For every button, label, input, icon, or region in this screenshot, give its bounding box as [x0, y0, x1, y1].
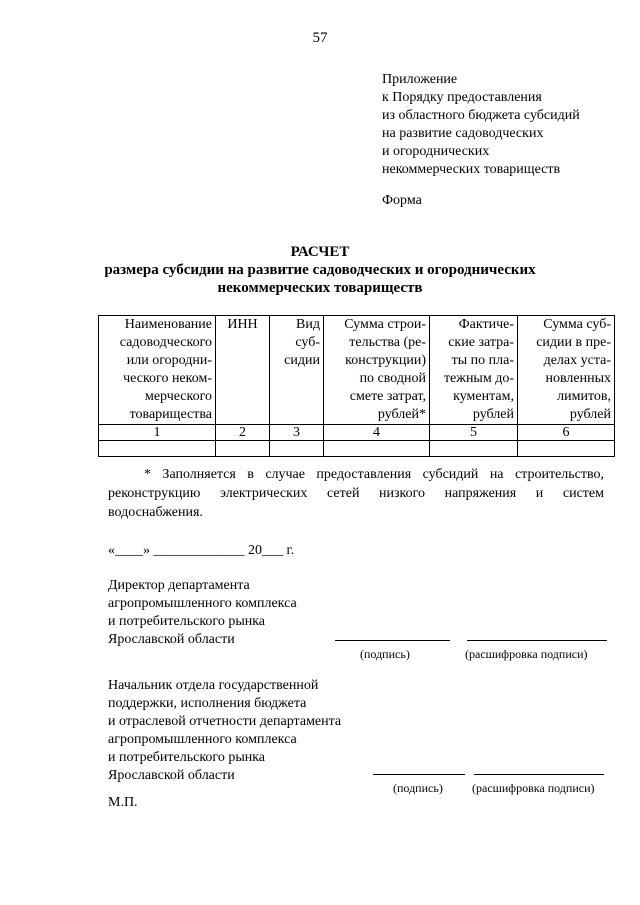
appendix-line: Приложение: [382, 72, 458, 87]
signer-director: [108, 577, 297, 649]
signature-line: [335, 640, 450, 641]
header-cell-subsidy-sum: Сумма суб- сидии в пре- делах уста- новленных лимитов, рублей: [518, 316, 615, 425]
appendix-line: из областного бюджета субсидий: [382, 108, 580, 123]
header-cell-construction-sum: Сумма строи- тельства (ре- конструкции) по сводной смете затрат, рублей*: [324, 316, 430, 425]
decoding-caption: (расшифровка подписи): [472, 781, 595, 795]
header-cell-inn: ИНН: [216, 316, 270, 425]
signature-line: [373, 774, 465, 775]
column-number: 2: [216, 425, 270, 441]
signer-line: и отраслевой отчетности департамента: [108, 714, 342, 729]
header-cell-type: Вид суб- сидии: [270, 316, 324, 425]
signer-line: Ярославской области: [108, 768, 235, 783]
column-number: 6: [518, 425, 615, 441]
column-number: 5: [430, 425, 518, 441]
footnote-text: * Заполняется в случае предоставления субсидий на строительство, реконструкцию электрических сетей низкого напряжения и систем водоснабжения.: [108, 467, 604, 520]
title-line: некоммерческих товариществ: [217, 280, 423, 296]
column-number: 4: [324, 425, 430, 441]
decoding-line: [467, 640, 607, 641]
signer-line: Начальник отдела государственной: [108, 678, 319, 693]
page-number: 57: [312, 30, 328, 46]
column-number: 1: [99, 425, 216, 441]
table-cell: [324, 441, 430, 457]
seal-label: М.П.: [108, 795, 138, 810]
date-line: «____» _____________ 20___ г.: [108, 543, 295, 558]
table-cell: [518, 441, 615, 457]
signer-line: агропромышленного комплекса: [108, 732, 297, 747]
decoding-line: [474, 774, 604, 775]
footnote: [108, 465, 604, 522]
table-cell: [430, 441, 518, 457]
signer-line: поддержки, исполнения бюджета: [108, 696, 307, 711]
signature-caption: (подпись): [393, 781, 443, 795]
appendix-line: некоммерческих товариществ: [382, 162, 561, 177]
table-cell: [270, 441, 324, 457]
table-number-row: [99, 425, 615, 441]
calculation-table: [98, 315, 615, 457]
decoding-caption: (расшифровка подписи): [465, 647, 588, 661]
appendix-line: к Порядку предоставления: [382, 90, 542, 105]
document-title: [0, 243, 640, 297]
signer-department-head: [108, 677, 341, 785]
table-header-row: [99, 316, 615, 425]
signer-line: Ярославской области: [108, 632, 235, 647]
header-cell-actual-costs: Фактиче- ские затра- ты по пла- тежным до- кументам, рублей: [430, 316, 518, 425]
signer-line: и потребительского рынка: [108, 750, 266, 765]
title-line: размера субсидии на развитие садоводческих и огороднических: [104, 262, 536, 278]
table-row: [99, 441, 615, 457]
appendix-line: на развитие садоводческих: [382, 126, 544, 141]
title-main: РАСЧЕТ: [290, 244, 350, 260]
signer-line: и потребительского рынка: [108, 614, 266, 629]
signer-line: Директор департамента: [108, 578, 250, 593]
header-cell-name: Наименование садоводческого или огородни- ческого неком- мерческого товарищества: [99, 316, 216, 425]
column-number: 3: [270, 425, 324, 441]
appendix-line: и огороднических: [382, 144, 490, 159]
form-label: Форма: [382, 193, 422, 208]
table-cell: [99, 441, 216, 457]
table-cell: [216, 441, 270, 457]
signature-caption: (подпись): [360, 647, 410, 661]
appendix-note: [382, 71, 580, 179]
signer-line: агропромышленного комплекса: [108, 596, 297, 611]
